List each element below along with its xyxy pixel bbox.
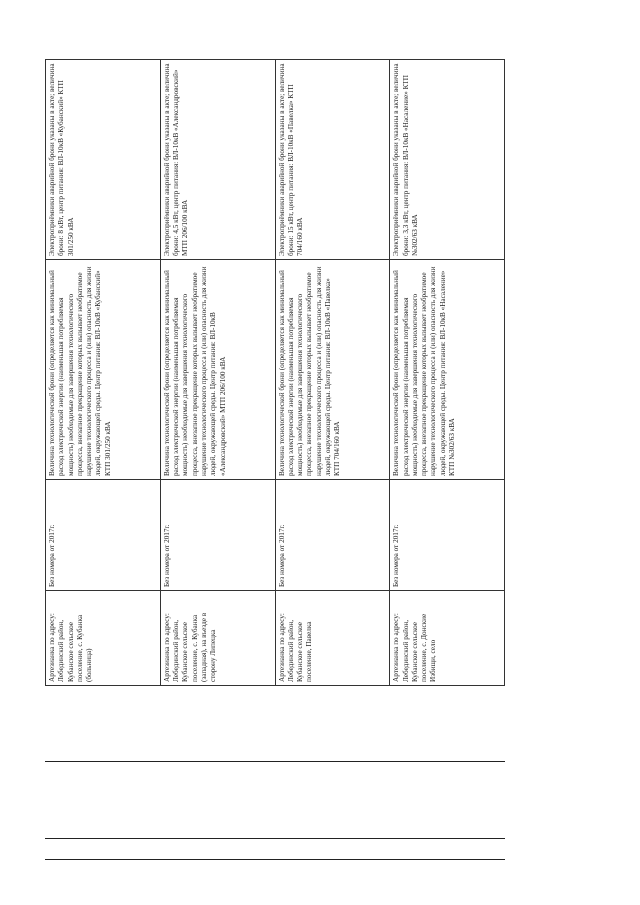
description-cell: Величина технологической брони (определяется как минимальный расход электрической энергии (наименьшая потребляемая мощность) необходимые для завершения технологического процесса, внезапное прекращение которых вызывает необратимое нарушение технологического процесса и (или) опасность для жизни людей, окружающей среды. Центр питания: ВЛ-10кВ «Насаление» КТП №302/63 кВА xyxy=(390,260,505,480)
reserve-info-cell: Электроприёмники аварийной брони указаны в акте; величина брони: 3,3 кВт, центр питания: ВЛ-10кВ «Насаление» КТП №302/63 кВА xyxy=(390,60,505,260)
table-row xyxy=(275,60,390,686)
reserve-info-cell: Электроприёмники аварийной брони указаны в акте; величина брони: 4,5 кВт, центр питания: ВЛ-10кВ «Александровский» МТП 206/100 кВА xyxy=(160,60,275,260)
table-row xyxy=(160,60,275,686)
table-row xyxy=(390,60,505,686)
rotated-page xyxy=(45,60,505,905)
table-row xyxy=(46,60,161,686)
page-rule xyxy=(45,838,505,839)
reserve-info-cell: Электроприёмники аварийной брони указаны в акте; величина брони: 8 кВт, центр питания: ВЛ-10кВ «Кубанский» КТП 301/250 кВА xyxy=(46,60,161,260)
reserve-info-cell: Электроприёмники аварийной брони указаны в акте; величина брони: 15 кВт, центр питания: ВЛ-10кВ «Павелка» КТП 704/160 кВА xyxy=(275,60,390,260)
document-number-cell: Без номера от 2017г. xyxy=(160,480,275,591)
address-cell: Артезианка по адресу: Лебединский район, Кубанское сельское поселение, с. Донские Избищи, село xyxy=(390,591,505,686)
page-rule xyxy=(45,859,505,860)
description-cell: Величина технологической брони (определяется как минимальный расход электрической энергии (наименьшая потребляемая мощность) необходимые для завершения технологического процесса, внезапное прекращение которых вызывает необратимое нарушение технологического процесса и (или) опасность для жизни людей, окружающей среды. Центр питания: ВЛ-10кВ «Александровский» МТП 206/100 кВА xyxy=(160,260,275,480)
description-cell: Величина технологической брони (определяется как минимальный расход электрической энергии (наименьшая потребляемая мощность) необходимые для завершения технологического процесса, внезапное прекращение которых вызывает необратимое нарушение технологического процесса и (или) опасность для жизни людей, окружающей среды. Центр питания: ВЛ-10кВ «Кубанский» КТП 301/250 кВА xyxy=(46,260,161,480)
description-cell: Величина технологической брони (определяется как минимальный расход электрической энергии (наименьшая потребляемая мощность) необходимые для завершения технологического процесса, внезапное прекращение которых вызывает необратимое нарушение технологического процесса и (или) опасность для жизни людей, окружающей среды. Центр питания: ВЛ-10кВ «Павелка» КТП 704/160 кВА xyxy=(275,260,390,480)
address-cell: Артезианка по адресу: Лебединский район, Кубанское сельское поселение, Павелка xyxy=(275,591,390,686)
document-number-cell: Без номера от 2017г. xyxy=(275,480,390,591)
power-reserve-table xyxy=(45,59,505,686)
address-cell: Артезианка по адресу: Лебединский район, Кубанское сельское поселение, с. Кубанка (больница) xyxy=(46,591,161,686)
address-cell: Артезианка по адресу: Лебединский район, Кубанское сельское поселение, с. Кубанка (западная), на въезде в сторону Липецка xyxy=(160,591,275,686)
document-number-cell: Без номера от 2017г. xyxy=(46,480,161,591)
page-rule xyxy=(45,761,505,762)
document-number-cell: Без номера от 2017г. xyxy=(390,480,505,591)
